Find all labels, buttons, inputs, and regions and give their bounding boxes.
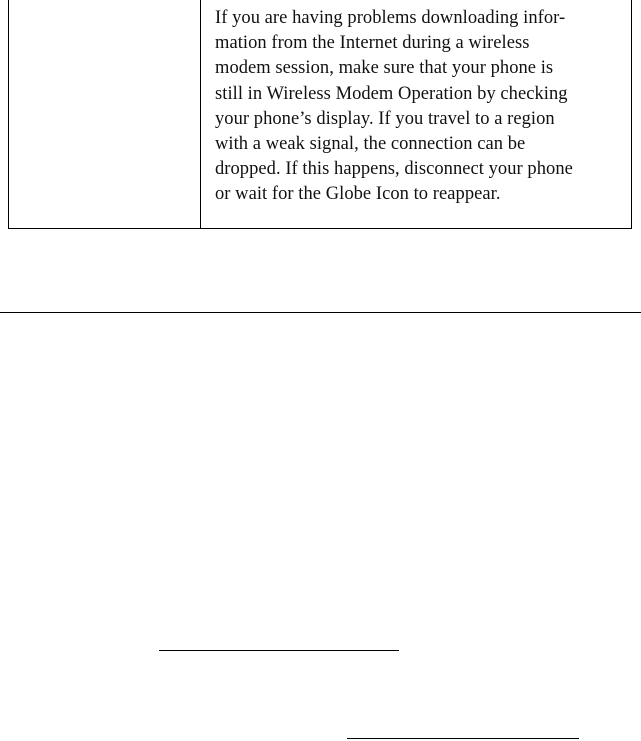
short-divider-left xyxy=(159,650,399,651)
note-line: If you are having problems downloading infor- xyxy=(215,8,566,28)
note-paragraph xyxy=(215,6,623,208)
note-line: or wait for the Globe Icon to reappear. xyxy=(215,184,501,205)
note-line: your phone’s display. If you travel to a region xyxy=(215,108,555,129)
note-line: dropped. If this happens, disconnect your phone xyxy=(215,159,573,180)
note-line: mation from the Internet during a wireless xyxy=(215,33,530,54)
note-line: with a weak signal, the connection can be xyxy=(215,134,526,155)
horizontal-divider xyxy=(0,312,641,313)
note-line: modem session, make sure that your phone is xyxy=(215,58,554,79)
short-divider-right xyxy=(347,738,579,739)
note-line: still in Wireless Modem Operation by checking xyxy=(215,83,568,104)
note-table xyxy=(8,0,632,229)
note-body-cell xyxy=(201,0,631,228)
note-label-cell xyxy=(9,0,201,228)
